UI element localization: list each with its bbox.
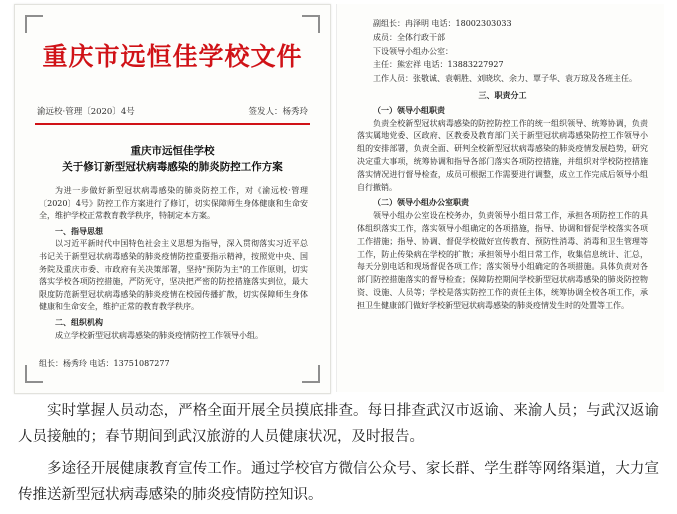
document-red-title: 重庆市远恒佳学校文件 xyxy=(42,42,303,71)
document-paragraph: 领导小组办公室设在校务办，负责领导小组日常工作，承担各项防控工作的具体组织落实工作，落实领导小组确定的各项措施，指导、协调和督促学校落实各项工作措施；指导、协调、督促学校做好宣传教育、预防性消毒、消毒和卫生管理等工作，防止传染病在学校的扩散；承担领导小组日常工作，收集信息统计、汇总，每天分别电话和现场督促各项工作；落实领导小组确定的各项措施。具体负责对各部门防控措施落实的督导检查；保障防控期间学校新型冠状病毒感染的肺炎防控物资、设施、人员等；学校是落实防控工作的责任主体，统筹协调全校各项工作，承担卫生健康部门做好学校新型冠状病毒感染的肺炎疫情发生时的处置等工作。 xyxy=(357,211,648,310)
document-signature-line: 组长：杨秀玲 电话：13751087277 xyxy=(39,359,170,368)
document-heading-line-1: 重庆市远恒佳学校 xyxy=(130,145,215,157)
document-paragraph: 以习近平新时代中国特色社会主义思想为指导，深入贯彻落实习近平总书记关于新型冠状病毒感染的肺炎疫情防控重要指示精神，按照党中央、国务院及重庆市委、市政府有关决策部署，坚持"预防为主"的工作原则，切实落实学校各项防控措施，严防死守，坚决把严密的防控措施落实到位，最大限度防范新型冠状病毒感染的肺炎疫情在校园传播扩散，切实保障师生身体健康和生命安全，维护正常的教育教学秩序。 xyxy=(39,239,308,312)
document-line: 主任：熊宏祥 电话：13883227927 xyxy=(373,60,504,70)
document-number: 渝远校·管理〔2020〕4号 xyxy=(37,107,135,117)
document-paragraph: 负责全校新型冠状病毒感染的防控防控工作的统一组织领导、统筹协调，负责落实属地党委、区政府、区教委及教育部门关于新型冠状病毒感染防控工作领导小组的安排部署，负责全面、研判全校新型冠状病毒感染的肺炎疫情发展趋势，研究决定重大事项，统筹协调和指导各部门落实各项防控措施，并组织对学校防控措施落实情况进行督导检查，成员可根据工作需要进行调整，成立工作完成后领导小组自行撤销。 xyxy=(357,118,648,192)
article-caption xyxy=(0,398,677,514)
document-body-left xyxy=(39,185,308,343)
document-heading xyxy=(45,143,300,175)
caption-paragraph-1: 实时掌握人员动态，严格全面开展全员摸底排查。每日排查武汉市返谕、来渝人员；与武汉返谕人员接触的；春节期间到武汉旅游的人员健康状况，及时报告。 xyxy=(18,403,659,445)
document-body-right xyxy=(357,18,648,314)
document-section-heading: 二、组织机构 xyxy=(55,316,103,327)
document-line: 副组长：冉泽明 电话：18002303033 xyxy=(373,19,512,28)
document-heading-line-2: 关于修订新型冠状病毒感染的肺炎防控工作方案 xyxy=(62,161,283,173)
document-line: 下设领导小组办公室： xyxy=(373,46,453,56)
caption-paragraph-2: 多途径开展健康教育宣传工作。通过学校官方微信公众号、家长群、学生群等网络渠道，大力宣传推送新型冠状病毒感染的肺炎疫情防控知识。 xyxy=(18,461,659,503)
document-page-right xyxy=(336,4,664,392)
document-line: 工作人员：张敬诚、袁朝胜、刘晓坎、余力、覃子华、袁万琼及各班主任。 xyxy=(373,74,637,84)
document-line: 成员：全体行政干部 xyxy=(373,32,445,42)
document-page-left xyxy=(14,4,331,394)
document-subsection-heading: （二）领导小组办公室职责 xyxy=(373,197,469,208)
document-subsection-heading: （一）领导小组职责 xyxy=(373,104,445,115)
document-paragraph: 成立学校新型冠状病毒感染的肺炎疫情防控工作领导小组。 xyxy=(55,330,263,340)
document-paragraph: 为进一步做好新型冠状病毒感染的肺炎防控工作，对《渝远校·管理〔2020〕4号》防控工作方案进行了修订，切实保障师生身体健康和生命安全，维护学校正常教育教学秩序，特制定本方案。 xyxy=(39,186,308,221)
red-divider-line xyxy=(35,123,310,125)
document-section-heading: 一、指导思想 xyxy=(55,225,103,236)
corner-mark-top-left-icon xyxy=(25,15,43,33)
document-signer: 签发人：杨秀玲 xyxy=(248,107,308,117)
document-meta-row xyxy=(37,105,308,117)
corner-mark-top-right-icon xyxy=(302,15,320,33)
document-section-heading: 三、职责分工 xyxy=(478,89,527,100)
